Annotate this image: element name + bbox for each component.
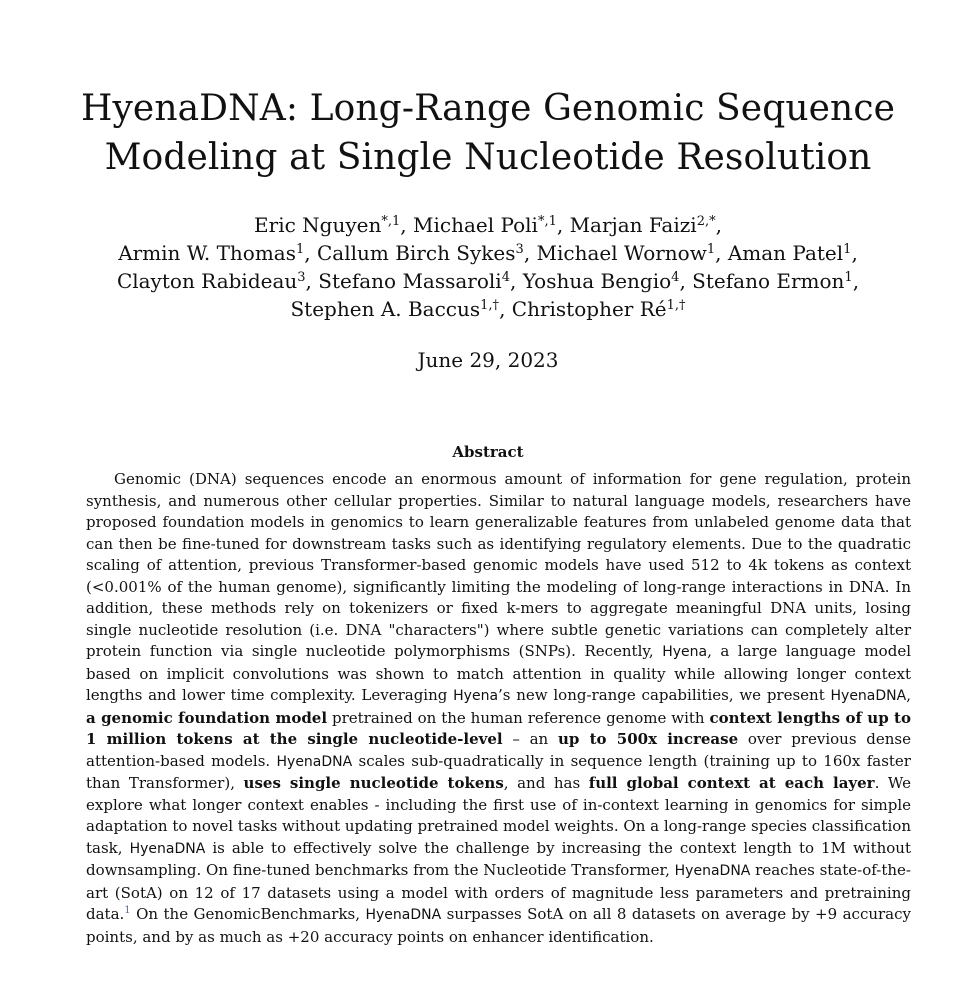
model-name-hyena: Hyena <box>662 644 708 660</box>
author-name: Michael Wornow <box>536 241 707 265</box>
author-list <box>0 211 976 323</box>
author-affiliation: 1,† <box>666 297 686 313</box>
author-name: Clayton Rabideau <box>116 269 298 293</box>
abstract-emphasis: uses single nucleotide tokens <box>243 774 504 792</box>
author-affiliation: 1 <box>843 241 852 257</box>
author-affiliation: *,1 <box>537 213 557 229</box>
author-affiliation: 1 <box>844 269 853 285</box>
author-name: Stefano Massaroli <box>318 269 502 293</box>
author-name: Christopher Ré <box>511 297 667 321</box>
model-name-hyenadna: HyenaDNA <box>276 753 353 770</box>
author-affiliation: 1,† <box>480 297 500 313</box>
abstract-text: pretrained on the human reference genome with <box>331 708 705 727</box>
author-name: Callum Birch Sykes <box>316 241 516 265</box>
author-affiliation: 4 <box>501 269 510 285</box>
author-line-2: Armin W. Thomas$^1$, Callum Birch Sykes$^3$, Michael Wornow$^1$, Aman Patel$^1$, <box>118 241 858 265</box>
model-name-hyenadna: HyenaDNA <box>674 863 751 879</box>
model-name-hyena: Hyena <box>453 688 499 704</box>
abstract-text: Genomic (DNA) sequences encode an enormous amount of information for gene regulation, protein synthesis, and numerous other cellular properties. Similar to natural language models, researchers have proposed foundation models in genomics to learn generalizable features from unlabeled genome data that can then be fine-tuned for downstream tasks such as identifying regulatory elements. Due to the quadratic scaling of attention, previous Transformer-based genomic models have used 512 to 4k tokens as context (<0.001% of the human genome), significantly limiting the modeling of long-range interactions in DNA. In addition, these methods rely on tokenizers or fixed k-mers to aggregate meaningful DNA units, losing single nucleotide resolution (i.e. DNA "characters") where subtle genetic variations can completely alter protein function via single nucleotide polymorphisms (SNPs). Recently, <box>86 470 911 660</box>
publication-date: June 29, 2023 <box>417 348 559 372</box>
title-line-2: Modeling at Single Nucleotide Resolution <box>104 137 872 178</box>
author-affiliation: *,1 <box>381 213 401 229</box>
author-name: Stephen A. Baccus <box>290 297 481 321</box>
abstract-emphasis: up to 500x increase <box>558 730 739 748</box>
author-name: Yoshua Bengio <box>522 269 672 293</box>
abstract-text: reaches state-of-the-art (SotA) on 12 of 17 datasets using a model with orders of magnitude less parameters and pretraining data. <box>86 861 911 923</box>
author-line-4: Stephen A. Baccus$^{1,\dagger}$, Christopher $Ré^{1,\dagger}$ <box>290 297 686 321</box>
model-name-hyenadna: HyenaDNA <box>830 688 907 704</box>
author-affiliation: 4 <box>671 269 680 285</box>
title-line-1: HyenaDNA: Long-Range Genomic Sequence <box>81 88 895 129</box>
author-name: Eric Nguyen <box>254 213 382 237</box>
author-name: Stefano Ermon <box>692 269 845 293</box>
abstract-text: , <box>906 686 911 704</box>
author-affiliation: 2,* <box>696 213 716 229</box>
footnote-link[interactable]: 1 <box>124 905 131 916</box>
author-affiliation: 1 <box>706 241 716 257</box>
author-name: Aman Patel <box>727 241 844 265</box>
author-affiliation: 3 <box>297 269 306 285</box>
abstract-body <box>86 469 911 948</box>
abstract-emphasis: a genomic foundation model <box>86 708 328 727</box>
abstract-emphasis: full global context at each layer <box>588 774 875 792</box>
abstract-text: scales sub-quadratically in sequence length (training up to 160x faster than Transformer), <box>86 751 911 792</box>
model-name-hyenadna: HyenaDNA <box>365 907 442 923</box>
abstract-text: On the GenomicBenchmarks, <box>136 905 361 923</box>
author-affiliation: 3 <box>515 241 524 257</box>
author-name: Michael Poli <box>413 213 538 237</box>
abstract-text: over previous dense attention-based models. <box>86 730 911 770</box>
abstract-text: , a large language model based on implicit convolutions was shown to match attention in quality while allowing longer context lengths and lower time complexity. Leveraging <box>86 642 911 704</box>
author-name: Marjan Faizi <box>569 213 697 237</box>
abstract-text: , and has <box>503 774 581 792</box>
model-name-hyenadna: HyenaDNA <box>129 840 206 857</box>
abstract-emphasis: context lengths of up to 1 million tokens at the single nucleotide-level <box>86 708 911 748</box>
abstract-text: ’s new long-range capabilities, we present <box>498 686 825 704</box>
author-line-3: Clayton Rabideau$^3$, Stefano Massaroli$^4$, Yoshua Bengio$^4$, Stefano Ermon$^1$, <box>116 269 860 293</box>
author-affiliation: 1 <box>295 241 305 257</box>
author-line-1: Eric Nguyen$^{*,1}$, Michael Poli$^{*,1}$, Marjan Faizi$^{2,*}$, <box>254 213 722 237</box>
abstract-text: surpasses SotA on all 8 datasets on average by +9 accuracy points, and by as much as +20 accuracy points on enhancer identification. <box>86 905 911 946</box>
author-name: Armin W. Thomas <box>118 241 296 265</box>
paper-title <box>0 84 976 182</box>
abstract-heading: Abstract <box>452 443 524 461</box>
abstract-text: is able to effectively solve the challenge by increasing the context length to 1M without downsampling. On fine-tuned benchmarks from the Nucleotide Transformer, <box>86 838 911 879</box>
abstract-text: – an <box>512 730 549 748</box>
abstract-text: . We explore what longer context enables - including the first use of in-context learning in genomics for simple adaptation to novel tasks without updating pretrained model weights. On a long-range species classification task, <box>86 774 911 857</box>
